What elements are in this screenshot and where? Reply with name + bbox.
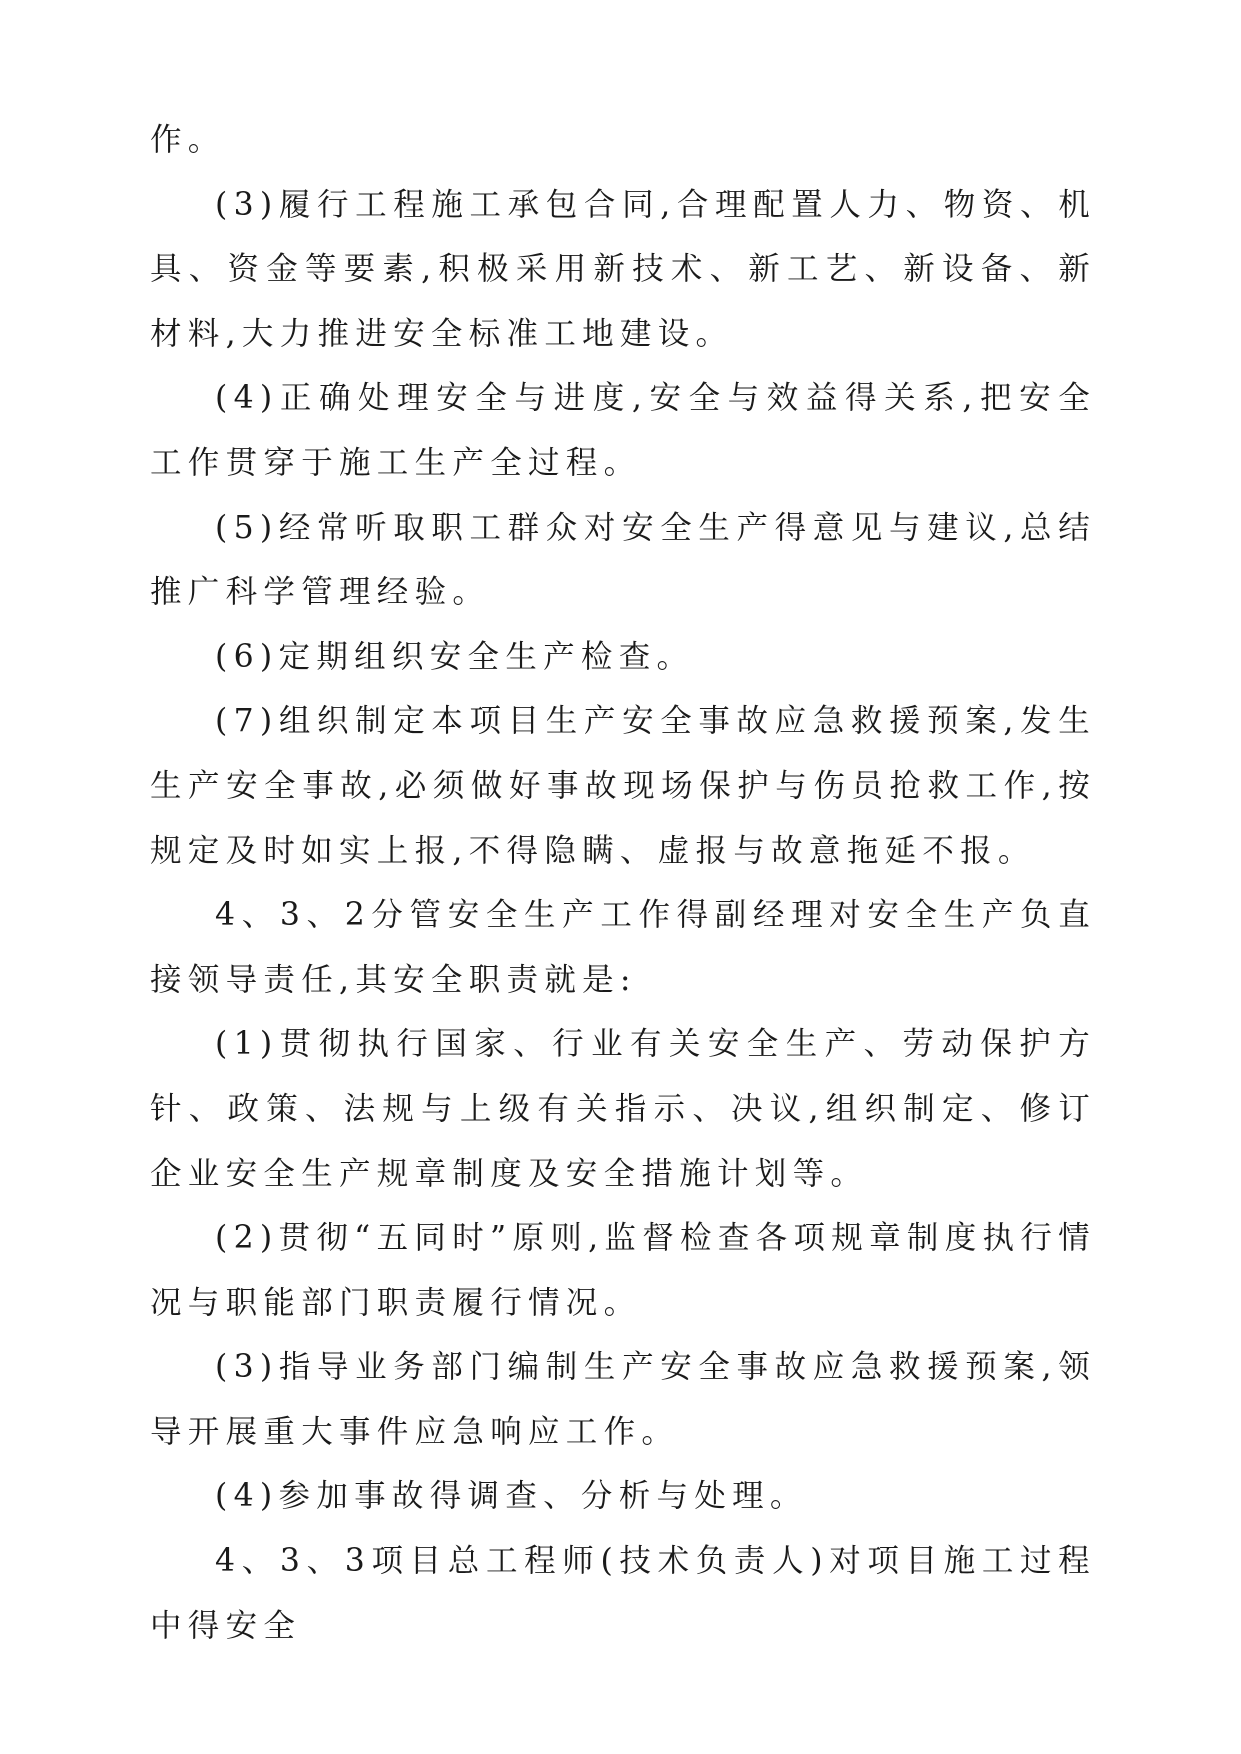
paragraph: (3)履行工程施工承包合同,合理配置人力、物资、机具、资金等要素,积极采用新技术、新工艺、新设备、新材料,大力推进安全标准工地建设。 <box>150 186 1096 352</box>
document-page <box>150 108 1096 1658</box>
paragraph: 作。 <box>150 122 226 158</box>
paragraph: (5)经常听取职工群众对安全生产得意见与建议,总结推广科学管理经验。 <box>150 509 1096 611</box>
section-heading-paragraph: 4、3、2分管安全生产工作得副经理对安全生产负直接领导责任,其安全职责就是: <box>150 897 1096 998</box>
paragraph: (7)组织制定本项目生产安全事故应急救援预案,发生生产安全事故,必须做好事故现场保护与伤员抢救工作,按规定及时如实上报,不得隐瞒、虚报与故意拖延不报。 <box>150 703 1096 869</box>
paragraph: (2)贯彻“五同时”原则,监督检查各项规章制度执行情况与职能部门职责履行情况。 <box>150 1220 1096 1321</box>
paragraph: (1)贯彻执行国家、行业有关安全生产、劳动保护方针、政策、法规与上级有关指示、决议,组织制定、修订企业安全生产规章制度及安全措施计划等。 <box>150 1026 1096 1192</box>
section-heading-paragraph: 4、3、3项目总工程师(技术负责人)对项目施工过程中得安全 <box>150 1543 1096 1644</box>
paragraph: (6)定期组织安全生产检查。 <box>215 638 695 675</box>
paragraph: (3)指导业务部门编制生产安全事故应急救援预案,领导开展重大事件应急响应工作。 <box>150 1349 1096 1450</box>
paragraph: (4)正确处理安全与进度,安全与效益得关系,把安全工作贯穿于施工生产全过程。 <box>150 380 1096 481</box>
paragraph: (4)参加事故得调查、分析与处理。 <box>215 1478 808 1515</box>
